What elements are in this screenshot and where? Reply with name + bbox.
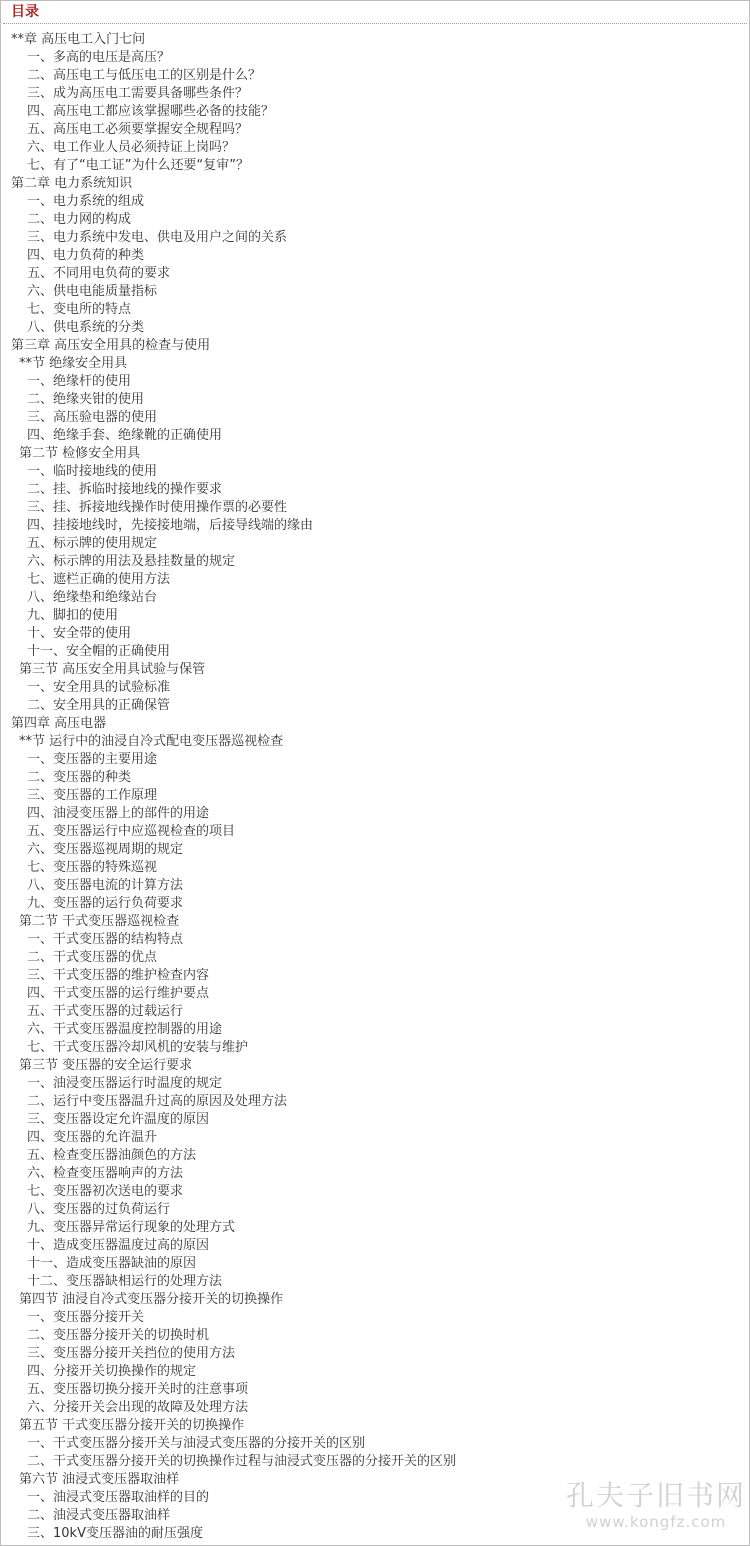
toc-item-entry[interactable]: 八、绝缘垫和绝缘站台 — [27, 590, 158, 605]
toc-section-entry[interactable]: 第三节 变压器的安全运行要求 — [19, 1058, 193, 1073]
toc-item-entry[interactable]: 六、供电电能质量指标 — [27, 284, 158, 299]
toc-section-entry[interactable]: **节 运行中的油浸自冷式配电变压器巡视检查 — [19, 734, 284, 749]
toc-item-entry[interactable]: 八、变压器电流的计算方法 — [27, 878, 184, 893]
toc-item-entry[interactable]: 六、变压器巡视周期的规定 — [27, 842, 184, 857]
toc-item-entry[interactable]: 四、高压电工都应该掌握哪些必备的技能？ — [27, 104, 275, 119]
toc-item-entry[interactable]: 四、变压器的允许温升 — [27, 1130, 158, 1145]
toc-item-entry[interactable]: 二、绝缘夹钳的使用 — [27, 392, 145, 407]
toc-item-entry[interactable]: 五、变压器切换分接开关时的注意事项 — [27, 1382, 249, 1397]
toc-item-entry[interactable]: 一、油浸式变压器取油样的目的 — [27, 1490, 210, 1505]
toc-item-entry[interactable]: 十一、造成变压器缺油的原因 — [27, 1256, 197, 1271]
toc-item-entry[interactable]: 四、挂接地线时，先接接地端，后接导线端的缘由 — [27, 518, 314, 533]
toc-item-entry[interactable]: 三、挂、拆接地线操作时使用操作票的必要性 — [27, 500, 288, 515]
toc-item-entry[interactable]: 二、高压电工与低压电工的区别是什么？ — [27, 68, 262, 83]
toc-chapter-entry[interactable]: 第四章 高压电器 — [11, 716, 107, 731]
toc-item-entry[interactable]: 七、变压器的特殊巡视 — [27, 860, 158, 875]
toc-item-entry[interactable]: 一、干式变压器的结构特点 — [27, 932, 184, 947]
toc-item-entry[interactable]: 五、检查变压器油颜色的方法 — [27, 1148, 197, 1163]
toc-item-entry[interactable]: 二、挂、拆临时接地线的操作要求 — [27, 482, 223, 497]
toc-item-entry[interactable]: 四、干式变压器的运行维护要点 — [27, 986, 210, 1001]
toc-item-entry[interactable]: 七、遮栏正确的使用方法 — [27, 572, 171, 587]
toc-item-entry[interactable]: 七、有了“电工证”为什么还要“复审”？ — [27, 158, 249, 173]
toc-section-entry[interactable]: 第五节 干式变压器分接开关的切换操作 — [19, 1418, 245, 1433]
toc-item-entry[interactable]: 七、干式变压器冷却风机的安装与维护 — [27, 1040, 249, 1055]
toc-section-entry[interactable]: 第六节 油浸式变压器取油样 — [19, 1472, 180, 1487]
toc-item-entry[interactable]: 八、供电系统的分类 — [27, 320, 145, 335]
toc-item-entry[interactable]: 一、多高的电压是高压？ — [27, 50, 171, 65]
title-divider — [3, 23, 747, 25]
toc-item-entry[interactable]: 十二、变压器缺相运行的处理方法 — [27, 1274, 223, 1289]
toc-item-entry[interactable]: 六、检查变压器响声的方法 — [27, 1166, 184, 1181]
toc-item-entry[interactable]: 四、电力负荷的种类 — [27, 248, 145, 263]
toc-item-entry[interactable]: 六、标示牌的用法及悬挂数量的规定 — [27, 554, 236, 569]
toc-item-entry[interactable]: 二、干式变压器的优点 — [27, 950, 158, 965]
toc-item-entry[interactable]: 三、变压器分接开关挡位的使用方法 — [27, 1346, 236, 1361]
toc-item-entry[interactable]: 三、干式变压器的维护检查内容 — [27, 968, 210, 983]
toc-item-entry[interactable]: 一、变压器的主要用途 — [27, 752, 158, 767]
toc-item-entry[interactable]: 一、临时接地线的使用 — [27, 464, 158, 479]
toc-item-entry[interactable]: 六、电工作业人员必须持证上岗吗？ — [27, 140, 236, 155]
toc-item-entry[interactable]: 一、变压器分接开关 — [27, 1310, 145, 1325]
toc-item-entry[interactable]: 六、分接开关会出现的故障及处理方法 — [27, 1400, 249, 1415]
toc-item-entry[interactable]: 二、变压器分接开关的切换时机 — [27, 1328, 210, 1343]
toc-item-entry[interactable]: 五、变压器运行中应巡视检查的项目 — [27, 824, 236, 839]
toc-section-entry[interactable]: 第四节 油浸自冷式变压器分接开关的切换操作 — [19, 1292, 284, 1307]
toc-item-entry[interactable]: 二、油浸式变压器取油样 — [27, 1508, 171, 1523]
toc-title: 目录 — [11, 4, 39, 20]
toc-item-entry[interactable]: 四、绝缘手套、绝缘靴的正确使用 — [27, 428, 223, 443]
toc-item-entry[interactable]: 七、变电所的特点 — [27, 302, 132, 317]
toc-item-entry[interactable]: 二、干式变压器分接开关的切换操作过程与油浸式变压器的分接开关的区别 — [27, 1454, 457, 1469]
toc-item-entry[interactable]: 一、电力系统的组成 — [27, 194, 145, 209]
toc-item-entry[interactable]: 四、分接开关切换操作的规定 — [27, 1364, 197, 1379]
toc-item-entry[interactable]: 一、油浸变压器运行时温度的规定 — [27, 1076, 223, 1091]
toc-item-entry[interactable]: 三、电力系统中发电、供电及用户之间的关系 — [27, 230, 288, 245]
toc-item-entry[interactable]: 二、电力网的构成 — [27, 212, 132, 227]
toc-item-entry[interactable]: 五、高压电工必须要掌握安全规程吗？ — [27, 122, 249, 137]
toc-chapter-entry[interactable]: 第三章 高压安全用具的检查与使用 — [11, 338, 211, 353]
toc-item-entry[interactable]: 七、变压器初次送电的要求 — [27, 1184, 184, 1199]
watermark — [566, 1479, 746, 1539]
toc-item-entry[interactable]: 十、造成变压器温度过高的原因 — [27, 1238, 210, 1253]
toc-section-entry[interactable]: 第二节 干式变压器巡视检查 — [19, 914, 180, 929]
toc-item-entry[interactable]: 五、干式变压器的过载运行 — [27, 1004, 184, 1019]
toc-section-entry[interactable]: 第二节 检修安全用具 — [19, 446, 141, 461]
toc-item-entry[interactable]: 四、油浸变压器上的部件的用途 — [27, 806, 210, 821]
toc-item-entry[interactable]: 一、干式变压器分接开关与油浸式变压器的分接开关的区别 — [27, 1436, 366, 1451]
watermark-url: www.kongfz.com — [585, 1513, 727, 1531]
toc-item-entry[interactable]: 二、安全用具的正确保管 — [27, 698, 171, 713]
toc-item-entry[interactable]: 三、变压器设定允许温度的原因 — [27, 1112, 210, 1127]
toc-section-entry[interactable]: **节 绝缘安全用具 — [19, 356, 128, 371]
toc-item-entry[interactable]: 六、干式变压器温度控制器的用途 — [27, 1022, 223, 1037]
toc-item-entry[interactable]: 一、绝缘杆的使用 — [27, 374, 132, 389]
toc-list — [1, 31, 749, 1543]
toc-item-entry[interactable]: 八、变压器的过负荷运行 — [27, 1202, 171, 1217]
toc-item-entry[interactable]: 三、变压器的工作原理 — [27, 788, 158, 803]
toc-item-entry[interactable]: 十、安全带的使用 — [27, 626, 132, 641]
toc-item-entry[interactable]: 一、安全用具的试验标准 — [27, 680, 171, 695]
toc-item-entry[interactable]: 九、变压器异常运行现象的处理方式 — [27, 1220, 236, 1235]
toc-item-entry[interactable]: 三、成为高压电工需要具备哪些条件？ — [27, 86, 249, 101]
toc-item-entry[interactable]: 三、10kV变压器油的耐压强度 — [27, 1526, 203, 1541]
toc-item-entry[interactable]: 九、脚扣的使用 — [27, 608, 119, 623]
toc-chapter-entry[interactable]: **章 高压电工入门七问 — [11, 32, 146, 47]
toc-item-entry[interactable]: 五、标示牌的使用规定 — [27, 536, 158, 551]
toc-item-entry[interactable]: 十一、安全帽的正确使用 — [27, 644, 171, 659]
toc-item-entry[interactable]: 二、变压器的种类 — [27, 770, 132, 785]
toc-item-entry[interactable]: 九、变压器的运行负荷要求 — [27, 896, 184, 911]
toc-section-entry[interactable]: 第三节 高压安全用具试验与保管 — [19, 662, 206, 677]
toc-item-entry[interactable]: 二、运行中变压器温升过高的原因及处理方法 — [27, 1094, 288, 1109]
toc-item-entry[interactable]: 五、不同用电负荷的要求 — [27, 266, 171, 281]
toc-item-entry[interactable]: 三、高压验电器的使用 — [27, 410, 158, 425]
watermark-title: 孔夫子旧书网 — [566, 1479, 747, 1512]
toc-chapter-entry[interactable]: 第二章 电力系统知识 — [11, 176, 133, 191]
